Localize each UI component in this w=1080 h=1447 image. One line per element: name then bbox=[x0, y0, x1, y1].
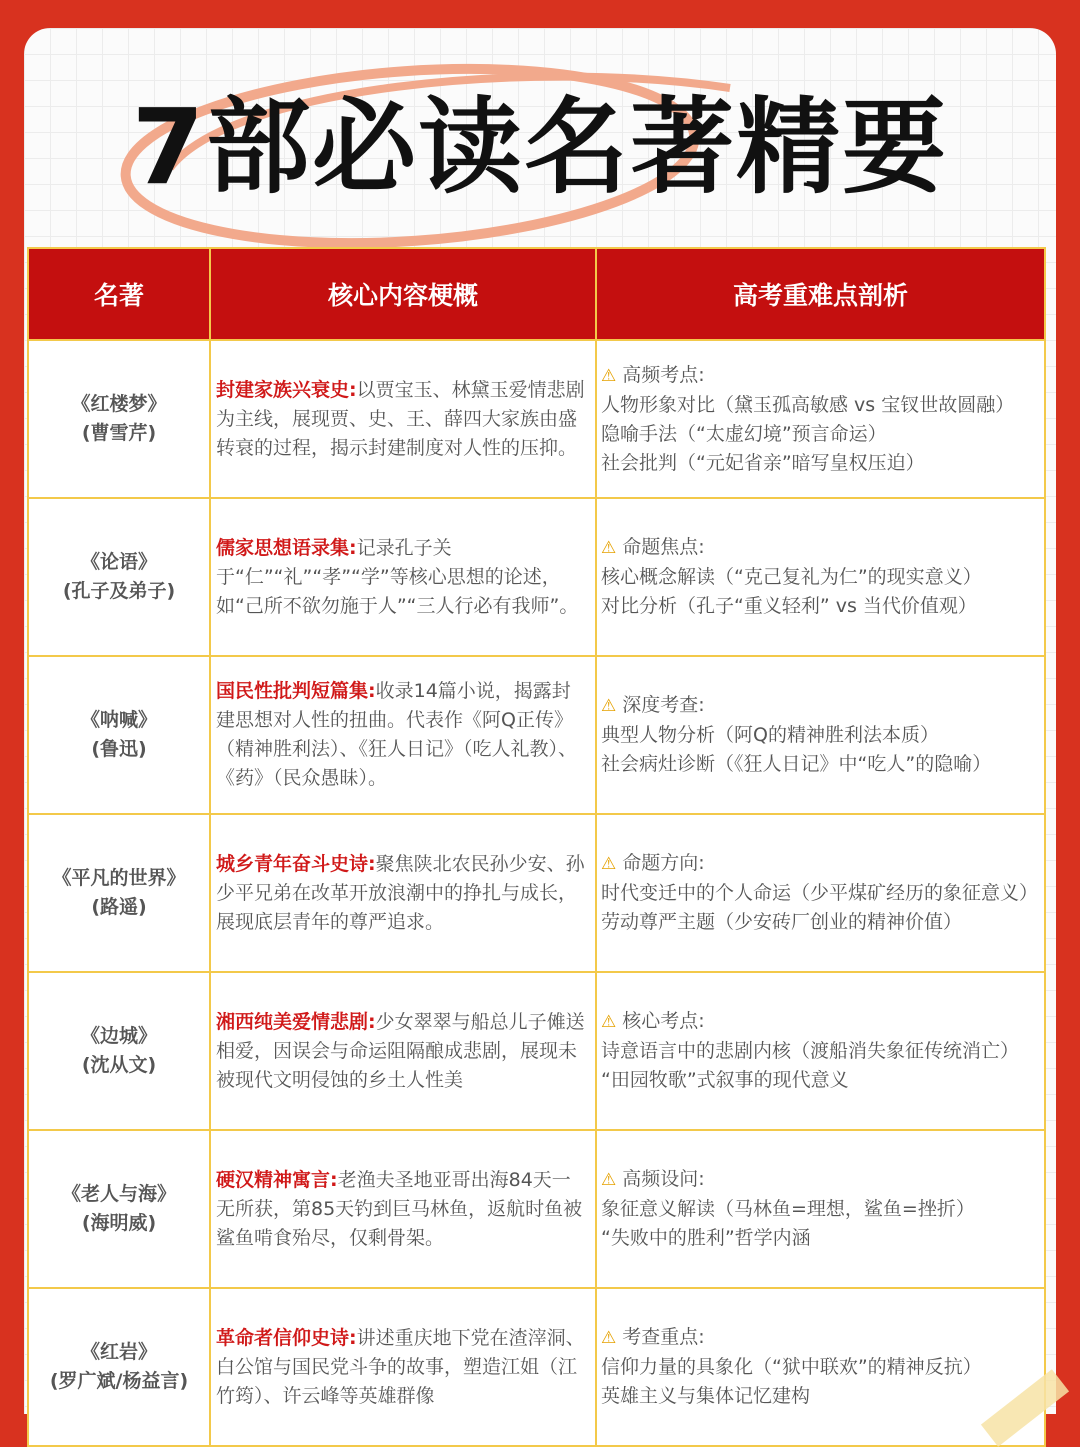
analysis-cell bbox=[596, 498, 1045, 656]
table-row bbox=[28, 340, 1045, 498]
header-book: 名著 bbox=[28, 248, 210, 340]
header-analysis: 高考重难点剖析 bbox=[596, 248, 1045, 340]
summary-cell bbox=[210, 1288, 596, 1446]
summary-cell bbox=[210, 656, 596, 814]
analysis-heading bbox=[601, 849, 1038, 879]
analysis-line: “失败中的胜利”哲学内涵 bbox=[601, 1227, 811, 1249]
analysis-cell bbox=[596, 1288, 1045, 1446]
book-name-cell bbox=[28, 498, 210, 656]
book-name-cell bbox=[28, 340, 210, 498]
analysis-line: 象征意义解读（马林鱼=理想，鲨鱼=挫折） bbox=[601, 1198, 975, 1220]
summary-text: 记录孔子关于“仁”“礼”“孝”“学”等核心思想的论述，如“己所不欲勿施于人”“三人行必有我师”。 bbox=[216, 536, 579, 617]
analysis-line: 时代变迁中的个人命运（少平煤矿经历的象征意义） bbox=[601, 882, 1039, 904]
book-title: 《呐喊》 bbox=[80, 709, 157, 731]
book-title: 《平凡的世界》 bbox=[52, 867, 186, 889]
analysis-title: 深度考查: bbox=[622, 694, 705, 716]
analysis-line: 社会批判（“元妃省亲”暗写皇权压迫） bbox=[601, 451, 925, 474]
warning-icon: ⚠ bbox=[601, 538, 617, 558]
analysis-cell bbox=[596, 656, 1045, 814]
analysis-title: 命题焦点: bbox=[622, 536, 705, 558]
table-row bbox=[28, 656, 1045, 814]
warning-icon: ⚠ bbox=[601, 854, 617, 874]
book-author: (罗广斌/杨益言) bbox=[49, 1370, 189, 1392]
analysis-line: 对比分析（孔子“重义轻利” vs 当代价值观） bbox=[601, 595, 977, 617]
analysis-cell bbox=[596, 814, 1045, 972]
summary-cell bbox=[210, 1130, 596, 1288]
books-table bbox=[27, 247, 1046, 1447]
warning-icon: ⚠ bbox=[601, 365, 617, 386]
analysis-heading bbox=[601, 1323, 1038, 1353]
table-row bbox=[28, 1288, 1045, 1446]
analysis-title: 考查重点: bbox=[622, 1326, 705, 1348]
book-name-cell bbox=[28, 1130, 210, 1288]
summary-cell bbox=[210, 498, 596, 656]
summary-highlight: 革命者信仰史诗: bbox=[216, 1326, 357, 1349]
page-title: 7部必读名著精要 bbox=[131, 86, 949, 208]
summary-cell bbox=[210, 972, 596, 1130]
analysis-heading bbox=[601, 1165, 1038, 1195]
summary-text: 以贾宝玉、林黛玉爱情悲剧为主线，展现贾、史、王、薛四大家族由盛转衰的过程，揭示封建制度对人性的压抑。 bbox=[216, 378, 585, 459]
analysis-line: 社会病灶诊断（《狂人日记》中“吃人”的隐喻） bbox=[601, 753, 992, 775]
table-row bbox=[28, 972, 1045, 1130]
book-author: (路遥) bbox=[91, 896, 147, 918]
warning-icon: ⚠ bbox=[601, 1012, 617, 1032]
book-title: 《论语》 bbox=[80, 551, 157, 573]
analysis-cell bbox=[596, 1130, 1045, 1288]
table-row bbox=[28, 814, 1045, 972]
summary-highlight: 儒家思想语录集: bbox=[216, 536, 357, 559]
warning-icon: ⚠ bbox=[601, 1170, 617, 1190]
analysis-title: 高频考点: bbox=[622, 363, 705, 386]
book-name-cell bbox=[28, 972, 210, 1130]
analysis-line: 诗意语言中的悲剧内核（渡船消失象征传统消亡） bbox=[601, 1040, 1020, 1062]
table-row bbox=[28, 498, 1045, 656]
book-name-cell bbox=[28, 1288, 210, 1446]
analysis-title: 高频设问: bbox=[622, 1168, 705, 1190]
summary-text: 少女翠翠与船总儿子傩送相爱，因误会与命运阻隔酿成悲剧，展现未被现代文明侵蚀的乡土人性美 bbox=[216, 1010, 585, 1091]
analysis-heading bbox=[601, 533, 1038, 563]
book-title: 《红岩》 bbox=[80, 1341, 157, 1363]
book-title: 《边城》 bbox=[80, 1025, 157, 1047]
summary-highlight: 湘西纯美爱情悲剧: bbox=[216, 1010, 376, 1033]
book-author: (孔子及弟子) bbox=[62, 580, 176, 602]
summary-highlight: 城乡青年奋斗史诗: bbox=[216, 852, 376, 875]
summary-highlight: 国民性批判短篇集: bbox=[216, 680, 376, 702]
table-row bbox=[28, 1130, 1045, 1288]
analysis-line: 信仰力量的具象化（“狱中联欢”的精神反抗） bbox=[601, 1356, 982, 1378]
summary-text: 讲述重庆地下党在渣滓洞、白公馆与国民党斗争的故事，塑造江姐（江竹筠）、许云峰等英雄群像 bbox=[216, 1326, 585, 1407]
analysis-line: “田园牧歌”式叙事的现代意义 bbox=[601, 1069, 849, 1091]
book-author: (沈从文) bbox=[81, 1054, 157, 1076]
analysis-line: 核心概念解读（“克己复礼为仁”的现实意义） bbox=[601, 566, 982, 588]
analysis-cell bbox=[596, 340, 1045, 498]
analysis-title: 核心考点: bbox=[622, 1010, 705, 1032]
summary-highlight: 封建家族兴衰史: bbox=[216, 378, 357, 401]
book-author: (海明威) bbox=[81, 1212, 157, 1234]
header-summary: 核心内容梗概 bbox=[210, 248, 596, 340]
summary-cell bbox=[210, 814, 596, 972]
analysis-cell bbox=[596, 972, 1045, 1130]
table-header-row bbox=[28, 248, 1045, 340]
analysis-heading bbox=[601, 691, 1038, 721]
summary-cell bbox=[210, 340, 596, 498]
summary-text: 收录14篇小说，揭露封建思想对人性的扭曲。代表作《阿Q正传》（精神胜利法）、《狂人日记》（吃人礼教）、《药》（民众愚昧）。 bbox=[216, 680, 578, 789]
book-author: (鲁迅) bbox=[91, 738, 147, 760]
analysis-title: 命题方向: bbox=[622, 852, 705, 874]
summary-text: 聚焦陕北农民孙少安、孙少平兄弟在改革开放浪潮中的挣扎与成长，展现底层青年的尊严追求。 bbox=[216, 852, 585, 933]
title-area bbox=[0, 0, 1080, 250]
book-name-cell bbox=[28, 656, 210, 814]
analysis-line: 劳动尊严主题（少安砖厂创业的精神价值） bbox=[601, 911, 963, 933]
book-title: 《红楼梦》 bbox=[71, 393, 167, 415]
book-author: (曹雪芹) bbox=[81, 422, 157, 444]
analysis-line: 英雄主义与集体记忆建构 bbox=[601, 1385, 811, 1407]
analysis-line: 人物形象对比（黛玉孤高敏感 vs 宝钗世故圆融） bbox=[601, 393, 1015, 416]
analysis-heading bbox=[601, 361, 1038, 391]
book-name-cell bbox=[28, 814, 210, 972]
analysis-heading bbox=[601, 1007, 1038, 1037]
summary-text: 老渔夫圣地亚哥出海84天一无所获，第85天钓到巨马林鱼，返航时鱼被鲨鱼啃食殆尽，仅剩骨架。 bbox=[216, 1168, 583, 1249]
analysis-line: 典型人物分析（阿Q的精神胜利法本质） bbox=[601, 724, 939, 746]
analysis-line: 隐喻手法（“太虚幻境”预言命运） bbox=[601, 422, 887, 445]
summary-highlight: 硬汉精神寓言: bbox=[216, 1168, 338, 1191]
book-title: 《老人与海》 bbox=[61, 1183, 176, 1205]
warning-icon: ⚠ bbox=[601, 1328, 617, 1348]
warning-icon: ⚠ bbox=[601, 696, 617, 716]
